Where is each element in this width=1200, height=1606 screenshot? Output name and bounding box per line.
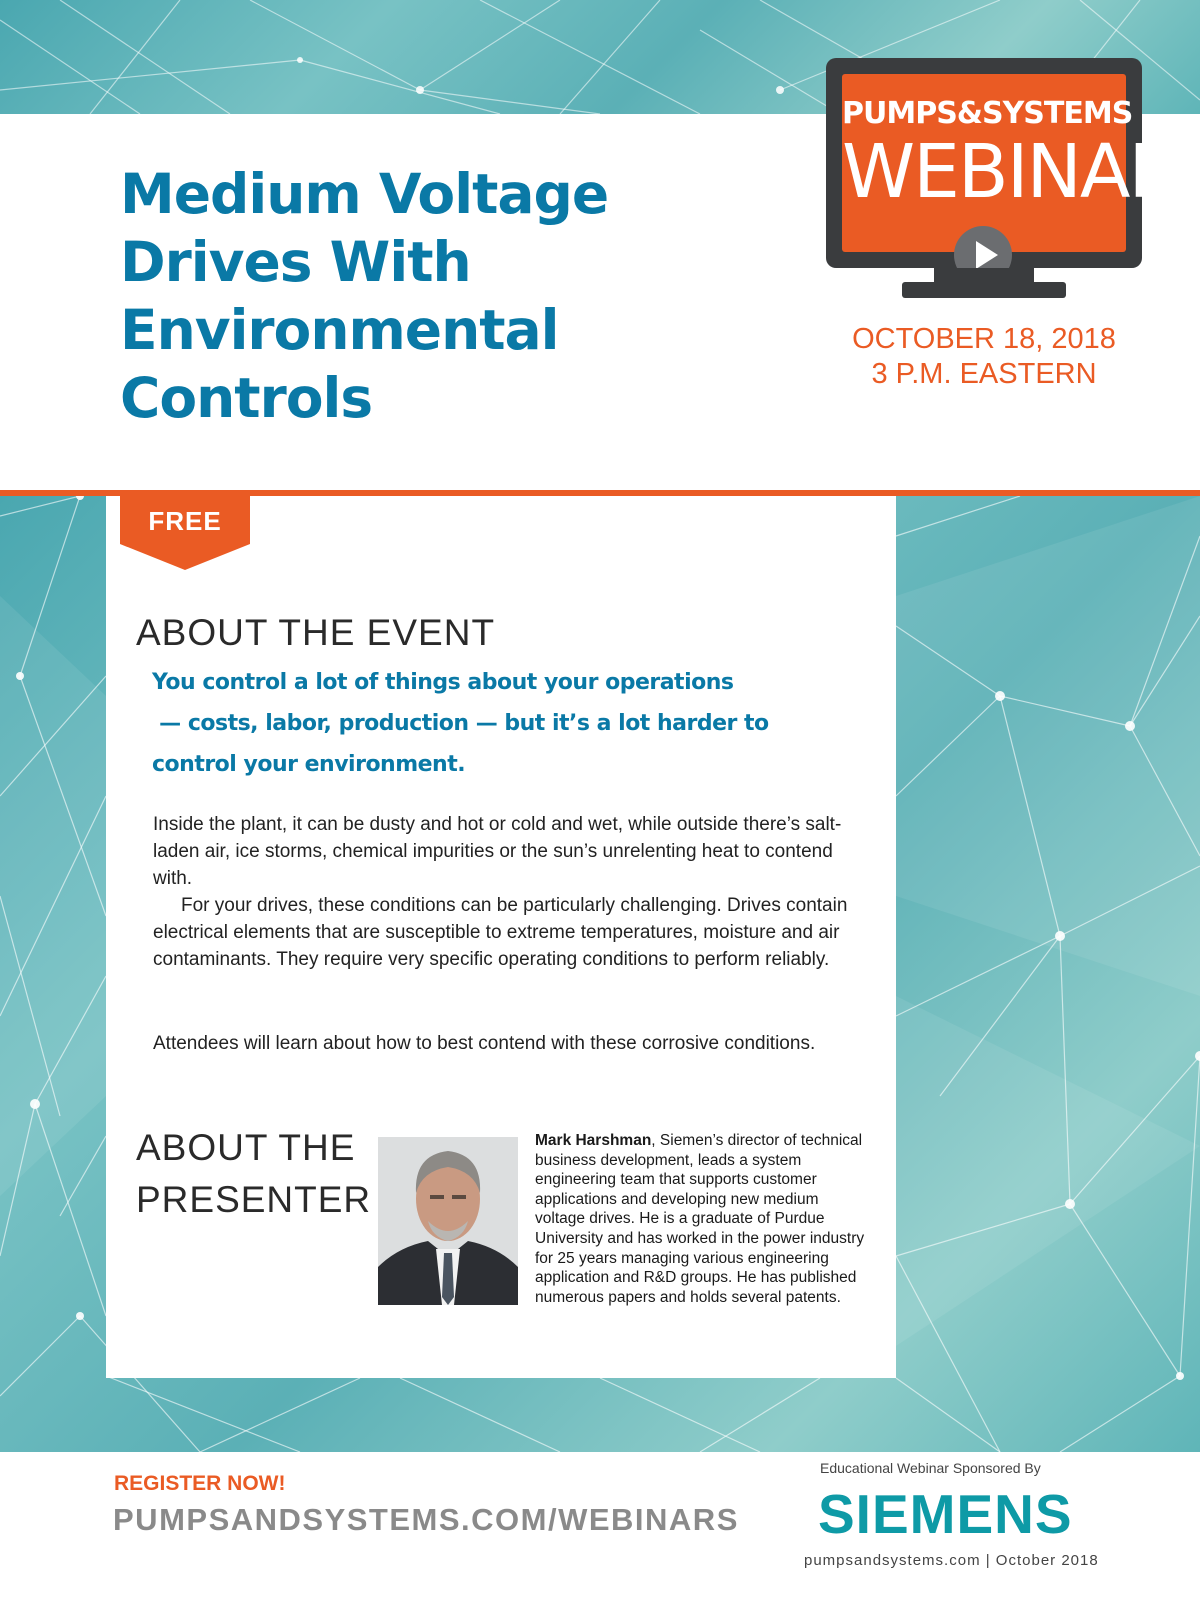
webinar-logo [826, 58, 1178, 300]
sponsor-label: Educational Webinar Sponsored By [820, 1460, 1041, 1476]
about-presenter-heading [136, 1122, 376, 1226]
footer-meta [804, 1552, 1099, 1569]
intro-line: — costs, labor, production — but it’s a lot harder to [152, 711, 769, 736]
paragraph: For your drives, these conditions can be particularly challenging. Drives contain electrical elements that are susceptible to extreme temperatures, moisture and air contaminants. They require very specific operating conditions to perform reliably. [153, 895, 848, 970]
event-time: 3 P.M. EASTERN [871, 358, 1097, 390]
paragraph: Inside the plant, it can be dusty and hot or cold and wet, while outside there’s salt-laden air, ice storms, chemical impurities or the sun’s unrelenting heat to contend with. [153, 814, 842, 889]
presenter-bio [535, 1131, 870, 1307]
event-date: OCTOBER 18, 2018 [852, 323, 1116, 355]
intro-line: control your environment. [152, 752, 466, 777]
footer-separator: | [980, 1552, 996, 1569]
heading-line: ABOUT THE [136, 1127, 356, 1168]
event-datetime [826, 322, 1142, 392]
event-intro [152, 662, 802, 785]
logo-brand-text: PUMPS&SYSTEMS [842, 96, 1133, 131]
free-badge-label: FREE [148, 506, 222, 536]
footer-site: pumpsandsystems.com [804, 1552, 981, 1569]
logo-webinar-text: WEBINAR [842, 129, 1178, 215]
register-label: REGISTER NOW! [114, 1472, 286, 1495]
intro-line: You control a lot of things about your operations [152, 670, 734, 695]
about-event-heading: ABOUT THE EVENT [136, 612, 496, 653]
paragraph: Attendees will learn about how to best contend with these corrosive conditions. [153, 1033, 816, 1054]
presenter-photo [378, 1137, 518, 1305]
footer-issue: October 2018 [995, 1552, 1099, 1569]
presenter-bio-text: , Siemen’s director of technical business development, leads a system engineering team that supports customer applications and developing new medium voltage drives. He is a graduate of Purdue University and has worked in the power industry for 25 years managing various engineering application and R&D groups. He has published numerous papers and holds several patents. [535, 1132, 865, 1306]
heading-line: PRESENTER [136, 1179, 372, 1220]
monitor-base [902, 282, 1066, 298]
title-line: Drives With [120, 230, 471, 294]
page-title [120, 160, 720, 432]
title-line: Controls [120, 366, 373, 430]
register-link[interactable]: PUMPSANDSYSTEMS.COM/WEBINARS [113, 1502, 739, 1537]
title-line: Environmental [120, 298, 559, 362]
presenter-name: Mark Harshman [535, 1132, 652, 1149]
event-description [153, 811, 857, 973]
title-line: Medium Voltage [120, 162, 609, 226]
sponsor-logo: SIEMENS [818, 1483, 1073, 1545]
